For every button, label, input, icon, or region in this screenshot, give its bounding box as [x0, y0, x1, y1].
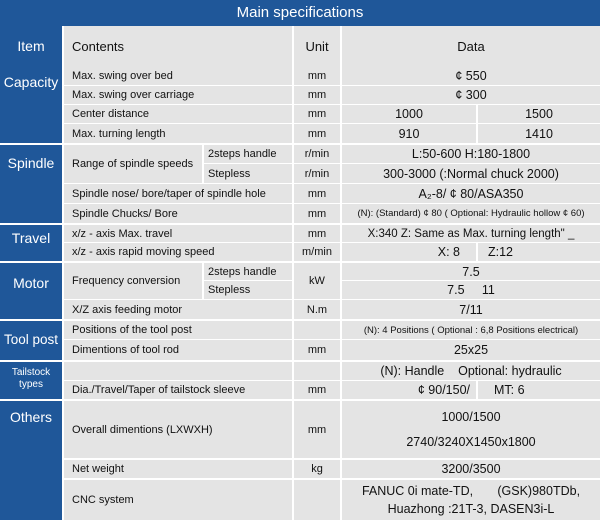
tailstock-sleeve-unit: mm: [294, 381, 340, 399]
group-spindle: Spindle: [0, 145, 62, 223]
header-item: Item: [0, 26, 62, 66]
center-distance-value-b: 1500: [478, 105, 600, 123]
cnc-system-label: CNC system: [64, 480, 292, 520]
turning-length-value-a: 910: [342, 124, 476, 143]
turning-length-value-b: 1410: [478, 124, 600, 143]
tailstock-sleeve-label: Dia./Travel/Taper of tailstock sleeve: [64, 381, 292, 399]
spindle-chucks-unit: mm: [294, 204, 340, 223]
tool-positions-label: Positions of the tool post: [64, 321, 292, 339]
freq-conversion-sub-2steps: 2steps handle: [204, 263, 292, 280]
spindle-chucks-value: (N): (Standard) ¢ 80 ( Optional: Hydraulic hollow ¢ 60): [342, 204, 600, 223]
swing-bed-label: Max. swing over bed: [64, 66, 292, 85]
spindle-nose-value: A₂-8/ ¢ 80/ASA350: [342, 184, 600, 203]
tool-rod-value: 25x25: [342, 340, 600, 360]
tool-positions-value: (N): 4 Positions ( Optional : 6,8 Positions electrical): [342, 321, 600, 339]
xz-feed-motor-unit: N.m: [294, 300, 340, 319]
tool-rod-unit: mm: [294, 340, 340, 360]
travel-rapid-label: x/z - axis rapid moving speed: [64, 243, 292, 261]
freq-conversion-label: Frequency conversion: [64, 263, 202, 299]
overall-dim-label: Overall dimentions (LXWXH): [64, 401, 292, 458]
group-motor: Motor: [0, 263, 62, 319]
spindle-speeds-sub-stepless: Stepless: [204, 164, 292, 183]
freq-conversion-sub-stepless: Stepless: [204, 281, 292, 299]
spindle-nose-unit: mm: [294, 184, 340, 203]
overall-dim-unit: mm: [294, 401, 340, 458]
freq-conversion-unit: kW: [294, 263, 340, 299]
header-unit: Unit: [294, 26, 340, 66]
swing-bed-unit: mm: [294, 66, 340, 85]
header-contents: Contents: [64, 26, 292, 66]
tailstock-sleeve-value-a: ¢ 90/150/: [342, 381, 476, 399]
group-tailstock: Tailstock types: [0, 362, 62, 399]
tailstock-type-value: (N): Handle Optional: hydraulic: [342, 362, 600, 380]
travel-max-label: x/z - axis Max. travel: [64, 225, 292, 242]
tool-rod-label: Dimentions of tool rod: [64, 340, 292, 360]
spindle-speeds-unit-2: r/min: [294, 164, 340, 183]
center-distance-value-a: 1000: [342, 105, 476, 123]
swing-carriage-value: ¢ 300: [342, 86, 600, 104]
overall-dim-value: [342, 401, 600, 458]
group-travel: Travel: [0, 225, 62, 261]
freq-conversion-value-1: 7.5: [342, 263, 600, 280]
group-tool-post: Tool post: [0, 321, 62, 360]
travel-rapid-value-x: X: 8: [342, 243, 476, 261]
overall-dim-value-2: 2740/3240X1450x1800: [406, 434, 536, 449]
net-weight-unit: kg: [294, 460, 340, 478]
spindle-nose-label: Spindle nose/ bore/taper of spindle hole: [64, 184, 292, 203]
cnc-system-value-2: Huazhong :21T-3, DASEN3i-L: [387, 502, 555, 516]
travel-rapid-unit: m/min: [294, 243, 340, 261]
cnc-system-value-1: FANUC 0i mate-TD, (GSK)980TDb,: [361, 484, 581, 498]
tailstock-sleeve-value-b: MT: 6: [478, 381, 600, 399]
travel-max-unit: mm: [294, 225, 340, 242]
swing-bed-value: ¢ 550: [342, 66, 600, 85]
cnc-system-unit: [294, 480, 340, 520]
table-title: Main specifications: [0, 0, 600, 26]
net-weight-value: 3200/3500: [342, 460, 600, 478]
xz-feed-motor-label: X/Z axis feeding motor: [64, 300, 292, 319]
swing-carriage-unit: mm: [294, 86, 340, 104]
spindle-speeds-value-2: 300-3000 (:Normal chuck 2000): [342, 164, 600, 183]
spindle-speeds-label: Range of spindle speeds: [64, 145, 202, 183]
xz-feed-motor-value: 7/11: [342, 300, 600, 319]
overall-dim-value-1: 1000/1500: [441, 410, 501, 425]
swing-carriage-label: Max. swing over carriage: [64, 86, 292, 104]
group-capacity: Capacity: [0, 66, 62, 143]
turning-length-label: Max. turning length: [64, 124, 292, 143]
travel-rapid-value-z: Z:12: [478, 243, 600, 261]
net-weight-label: Net weight: [64, 460, 292, 478]
spindle-speeds-sub-2steps: 2steps handle: [204, 145, 292, 163]
spindle-speeds-unit-1: r/min: [294, 145, 340, 163]
spindle-chucks-label: Spindle Chucks/ Bore: [64, 204, 292, 223]
tool-positions-unit: [294, 321, 340, 339]
turning-length-unit: mm: [294, 124, 340, 143]
freq-conversion-value-2: 7.5 11: [342, 281, 600, 299]
tailstock-type-label: [64, 362, 292, 380]
spindle-speeds-value-1: L:50-600 H:180-1800: [342, 145, 600, 163]
header-data: Data: [342, 26, 600, 66]
cnc-system-value: [342, 480, 600, 520]
center-distance-label: Center distance: [64, 105, 292, 123]
travel-max-value: X:340 Z: Same as Max. turning length" _: [342, 225, 600, 242]
center-distance-unit: mm: [294, 105, 340, 123]
group-others: Others: [0, 401, 62, 520]
tailstock-type-unit: [294, 362, 340, 380]
